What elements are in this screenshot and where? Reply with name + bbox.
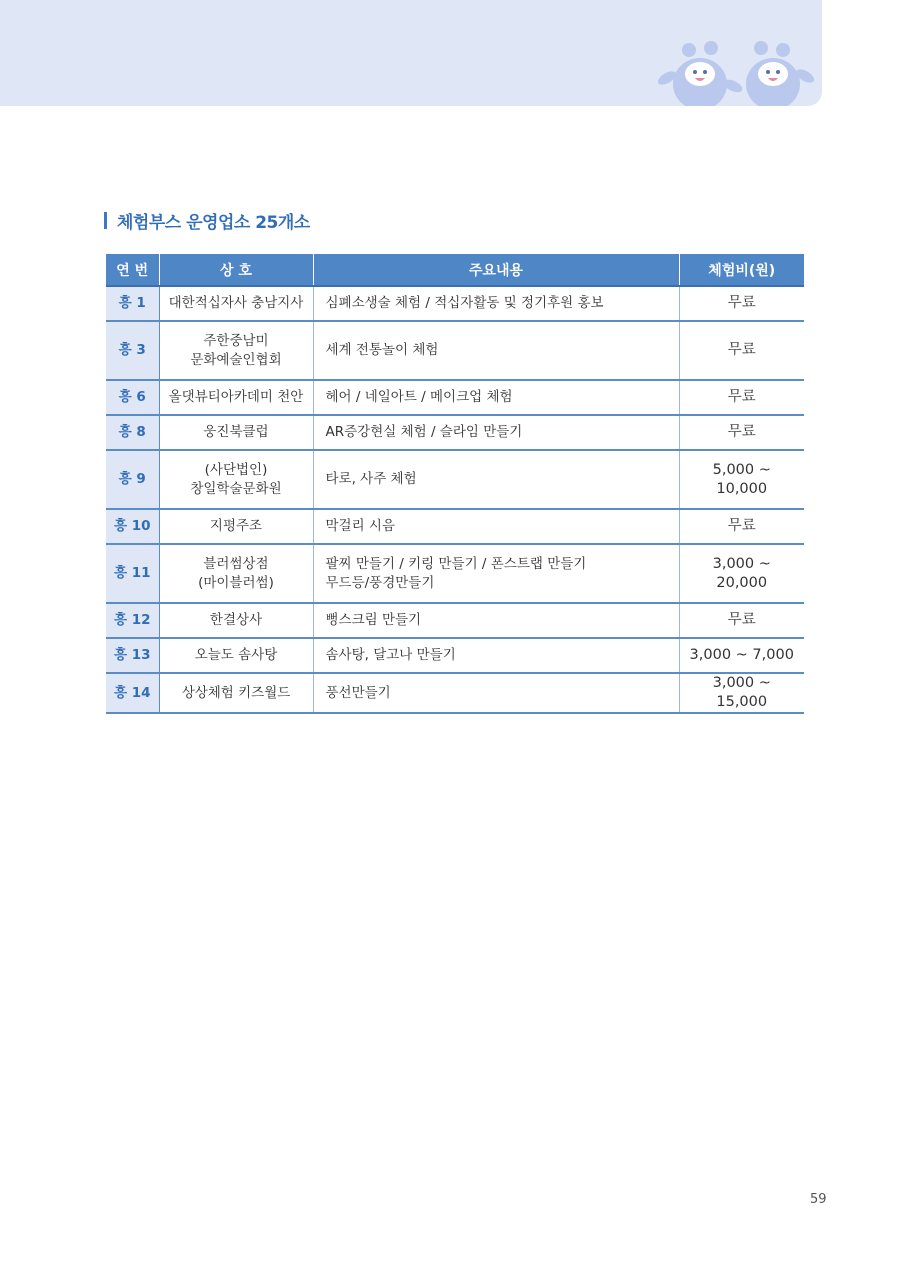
cell-line: (사단법인) xyxy=(204,461,268,478)
cell-line: 흥 11 xyxy=(113,565,151,581)
business-name-cell xyxy=(159,286,313,321)
main-content-cell xyxy=(313,321,679,380)
cell-line: 흥 1 xyxy=(118,295,146,311)
booth-number-cell xyxy=(106,450,159,509)
mascot-illustration xyxy=(655,36,825,106)
business-name-cell xyxy=(159,321,313,380)
cell-line: 상상체험 키즈월드 xyxy=(181,684,291,701)
main-content-cell xyxy=(313,638,679,673)
cell-line: AR증강현실 체험 / 슬라임 만들기 xyxy=(325,424,523,440)
cell-line: 흥 6 xyxy=(118,389,146,405)
booth-table xyxy=(106,254,804,714)
cell-line: 문화예술인협회 xyxy=(190,351,282,368)
table-row xyxy=(106,509,804,544)
cell-line: 세계 전통놀이 체험 xyxy=(325,342,439,358)
main-content-cell xyxy=(313,544,679,603)
fee-cell xyxy=(679,380,804,415)
cell-line: 무드등/풍경만들기 xyxy=(325,574,435,591)
main-content-cell xyxy=(313,286,679,321)
booth-number-cell xyxy=(106,603,159,638)
main-content-cell xyxy=(313,509,679,544)
table-header-row xyxy=(106,254,804,286)
business-name-cell xyxy=(159,673,313,713)
table-row xyxy=(106,544,804,603)
cell-line: 블러썸상점 xyxy=(203,555,269,572)
section-title-text: 체험부스 운영업소 25개소 xyxy=(117,212,310,233)
cell-line: 헤어 / 네일아트 / 메이크업 체험 xyxy=(325,389,513,405)
fee-cell xyxy=(679,415,804,450)
cell-line: 무료 xyxy=(727,518,756,534)
business-name-cell xyxy=(159,638,313,673)
cell-line: 뻥스크림 만들기 xyxy=(325,612,422,628)
fee-cell xyxy=(679,509,804,544)
cell-line: 대한적십자사 충남지사 xyxy=(168,295,304,311)
business-name-cell xyxy=(159,603,313,638)
fee-cell xyxy=(679,603,804,638)
cell-line: 한결상사 xyxy=(209,612,263,628)
cell-line: 무료 xyxy=(727,389,756,405)
table-row xyxy=(106,286,804,321)
business-name-cell xyxy=(159,450,313,509)
cell-line: 3,000 ~ 20,000 xyxy=(712,555,771,591)
main-content-cell xyxy=(313,415,679,450)
cell-line: 심폐소생술 체험 / 적십자활동 및 정기후원 홍보 xyxy=(325,295,604,311)
table-row xyxy=(106,380,804,415)
cell-line: 오늘도 솜사탕 xyxy=(194,647,278,663)
header-number: 연 번 xyxy=(106,254,159,286)
booth-number-cell xyxy=(106,544,159,603)
cell-line: 풍선만들기 xyxy=(325,684,391,701)
booth-number-cell xyxy=(106,509,159,544)
cell-line: 타로, 사주 체험 xyxy=(325,471,417,487)
cell-line: 무료 xyxy=(727,342,756,358)
fee-cell xyxy=(679,321,804,380)
business-name-cell xyxy=(159,380,313,415)
cell-line: 흥 14 xyxy=(113,684,151,701)
cell-line: 흥 8 xyxy=(118,424,146,440)
table-row xyxy=(106,415,804,450)
business-name-cell xyxy=(159,415,313,450)
cell-line: 3,000 ~ 15,000 xyxy=(712,675,771,710)
cell-line: 무료 xyxy=(727,424,756,440)
cell-line: 5,000 ~ 10,000 xyxy=(712,461,771,497)
fee-cell xyxy=(679,673,804,713)
section-title xyxy=(104,208,310,232)
table-row xyxy=(106,450,804,509)
page-number: 59 xyxy=(810,1192,827,1207)
cell-line: 흥 12 xyxy=(113,612,151,628)
cell-line: 솜사탕, 달고나 만들기 xyxy=(325,647,456,663)
cell-line: 올댓뷰티아카데미 천안 xyxy=(168,389,304,405)
booth-number-cell xyxy=(106,415,159,450)
cell-line: (마이블러썸) xyxy=(198,574,274,591)
title-accent-bar xyxy=(104,212,107,229)
booth-number-cell xyxy=(106,673,159,713)
table-row xyxy=(106,638,804,673)
main-content-cell xyxy=(313,450,679,509)
business-name-cell xyxy=(159,509,313,544)
table-row xyxy=(106,321,804,380)
fee-cell xyxy=(679,638,804,673)
booth-number-cell xyxy=(106,380,159,415)
cell-line: 창일학술문화원 xyxy=(190,480,282,497)
booth-number-cell xyxy=(106,286,159,321)
fee-cell xyxy=(679,544,804,603)
fee-cell xyxy=(679,286,804,321)
fee-cell xyxy=(679,450,804,509)
cell-line: 흥 10 xyxy=(113,518,151,534)
header-business-name: 상 호 xyxy=(159,254,313,286)
booth-number-cell xyxy=(106,638,159,673)
main-content-cell xyxy=(313,673,679,713)
cell-line: 웅진북클럽 xyxy=(203,424,269,440)
header-fee: 체험비(원) xyxy=(679,254,804,286)
cell-line: 팔찌 만들기 / 키링 만들기 / 폰스트랩 만들기 xyxy=(325,555,587,572)
main-content-cell xyxy=(313,603,679,638)
table-row xyxy=(106,603,804,638)
booth-number-cell xyxy=(106,321,159,380)
cell-line: 흥 3 xyxy=(118,342,146,358)
cell-line: 3,000 ~ 7,000 xyxy=(689,647,794,663)
cell-line: 주한중남미 xyxy=(203,332,269,349)
cell-line: 무료 xyxy=(727,612,756,628)
table-row xyxy=(106,673,804,713)
cell-line: 흥 13 xyxy=(113,647,151,663)
main-content-cell xyxy=(313,380,679,415)
business-name-cell xyxy=(159,544,313,603)
cell-line: 흥 9 xyxy=(118,471,146,487)
cell-line: 지평주조 xyxy=(209,518,263,534)
cell-line: 무료 xyxy=(727,295,756,311)
header-main-content: 주요내용 xyxy=(313,254,679,286)
cell-line: 막걸리 시음 xyxy=(325,518,395,534)
